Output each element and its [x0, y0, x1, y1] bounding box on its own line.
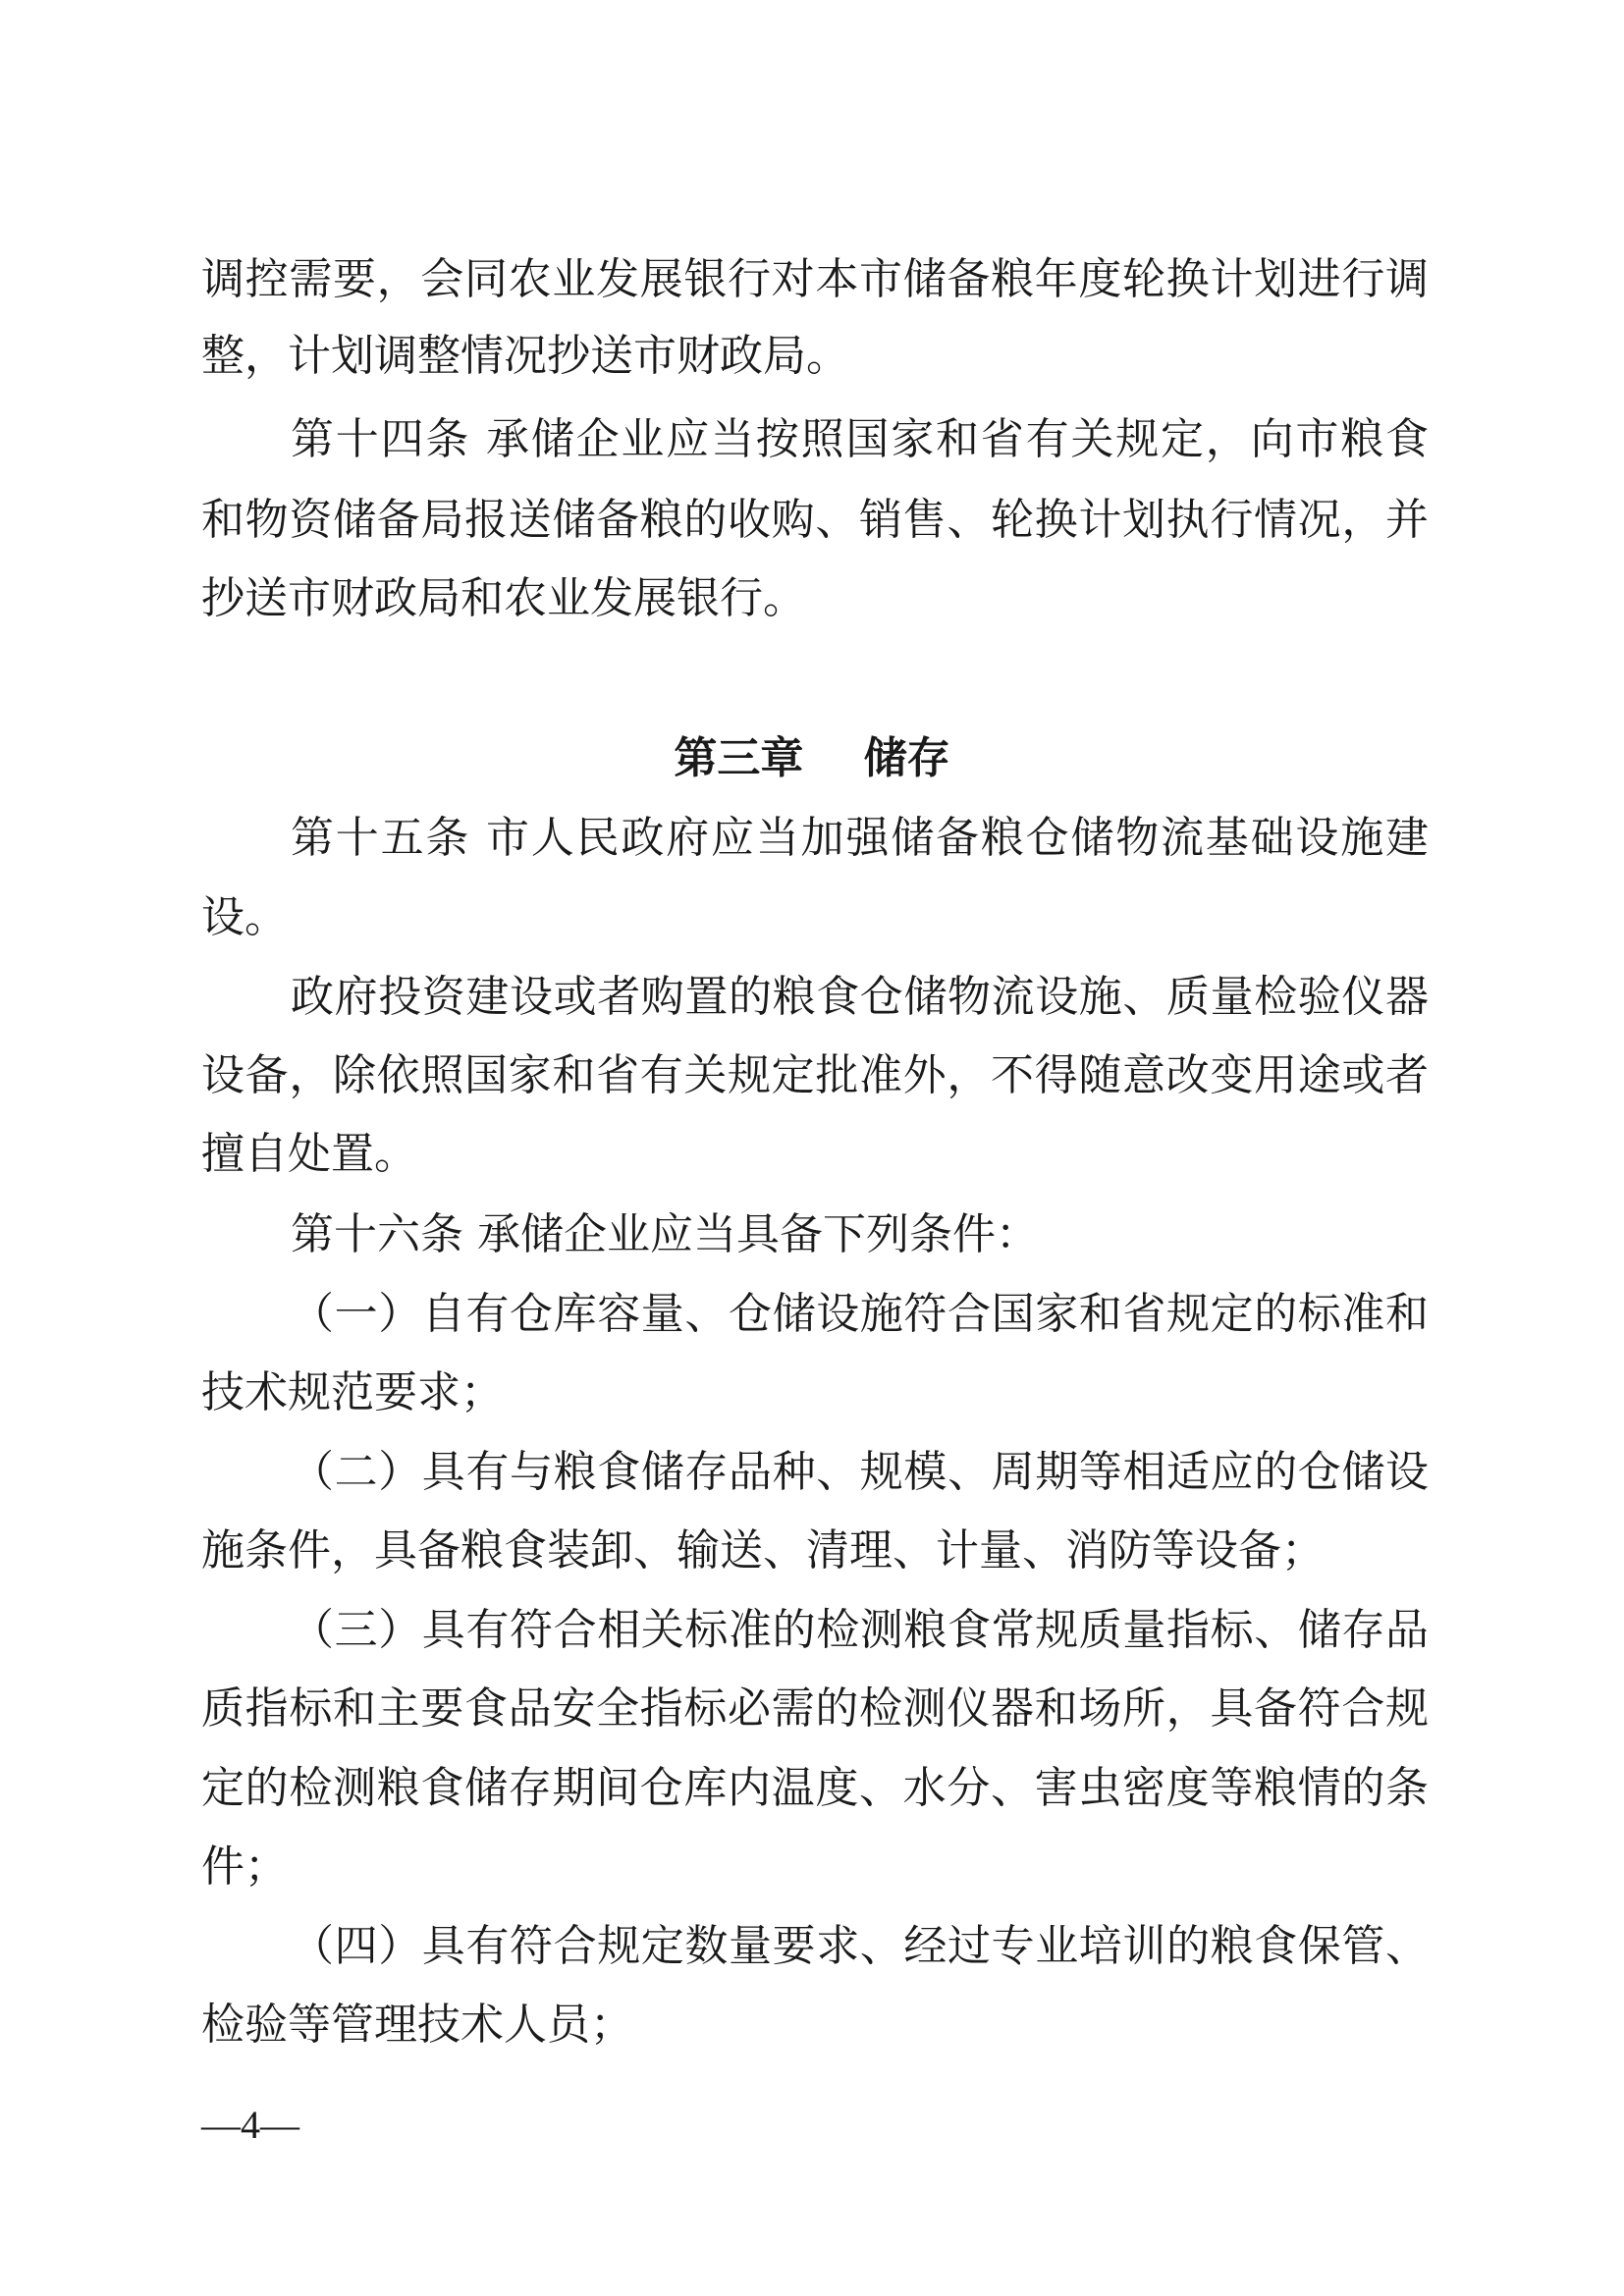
- list-item-line: （一）自有仓库容量、仓储设施符合国家和省规定的标准和: [291, 1289, 1429, 1339]
- text-line: 检验等管理技术人员；: [201, 2000, 633, 2050]
- list-item-line: （四）具有符合规定数量要求、经过专业培训的粮食保管、: [291, 1921, 1429, 1971]
- article-14-line: 第十四条 承储企业应当按照国家和省有关规定，向市粮食: [291, 414, 1429, 464]
- text-line: 设。: [201, 892, 288, 942]
- text-line: 施条件，具备粮食装卸、输送、清理、计量、消防等设备；: [201, 1525, 1325, 1575]
- text-line: 定的检测粮食储存期间仓库内温度、水分、害虫密度等粮情的条: [201, 1763, 1429, 1813]
- text-line: 调控需要，会同农业发展银行对本市储备粮年度轮换计划进行调: [201, 254, 1429, 304]
- text-line: 技术规范要求；: [201, 1367, 504, 1417]
- text-line: 质指标和主要食品安全指标必需的检测仪器和场所，具备符合规: [201, 1683, 1429, 1734]
- text-line: 和物资储备局报送储备粮的收购、销售、轮换计划执行情况，并: [201, 495, 1429, 545]
- chapter-heading: 第三章 储存: [674, 733, 950, 783]
- text-line: 擅自处置。: [201, 1129, 417, 1179]
- article-16-line: 第十六条 承储企业应当具备下列条件：: [291, 1209, 1039, 1259]
- list-item-line: （三）具有符合相关标准的检测粮食常规质量指标、储存品: [291, 1605, 1429, 1655]
- text-line: 设备，除依照国家和省有关规定批准外，不得随意改变用途或者: [201, 1050, 1429, 1100]
- text-line: 整，计划调整情况抄送市财政局。: [201, 331, 849, 381]
- list-item-line: （二）具有与粮食储存品种、规模、周期等相适应的仓储设: [291, 1447, 1429, 1497]
- article-15-line: 第十五条 市人民政府应当加强储备粮仓储物流基础设施建: [291, 813, 1429, 863]
- text-line: 件；: [201, 1842, 288, 1892]
- page-number: —4—: [201, 2103, 299, 2147]
- text-line: 抄送市财政局和农业发展银行。: [201, 573, 806, 623]
- text-line: 政府投资建设或者购置的粮食仓储物流设施、质量检验仪器: [291, 972, 1429, 1022]
